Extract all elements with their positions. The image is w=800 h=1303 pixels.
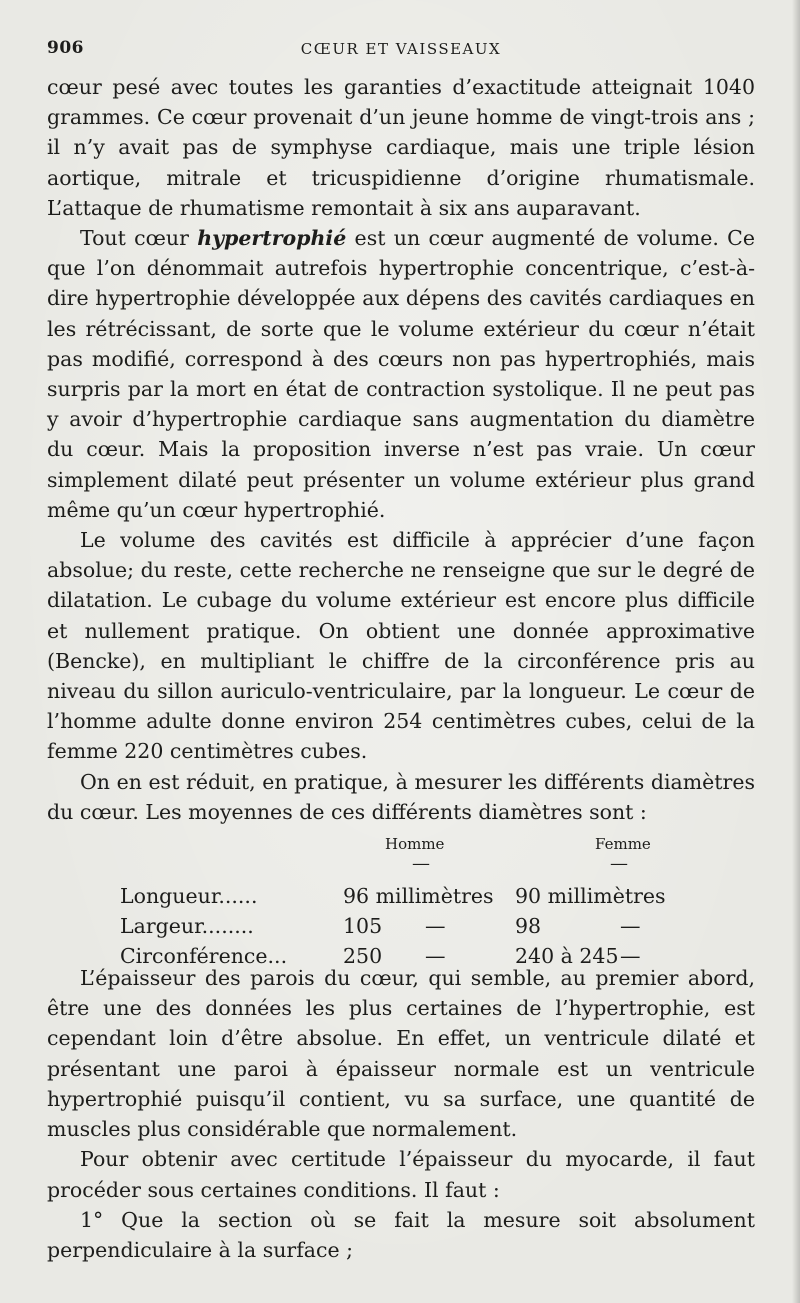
femme-ditto: — [620,944,641,969]
header-rule-homme: — [412,853,430,875]
diameters-table [47,827,755,969]
table-row [47,911,755,941]
femme-value: 90 millimètres [515,884,666,909]
page-number: 906 [47,38,84,58]
homme-value: 96 millimètres [343,884,494,909]
paragraph-7: 1° Que la section où se fait la mesure soit absolument perpendiculaire à la surface ; [47,1207,755,1262]
paragraph-1: cœur pesé avec toutes les garanties d’exactitude atteignait 1040 grammes. Ce cœur provenait d’un jeune homme de vingt-trois ans ; il n’y avait pas de symphyse cardiaque, mais une triple lésion aortique, mitrale et tricuspidienne d’origine rhumatismale. L’attaque de rhumatisme remontait à six ans auparavant. [47,75,755,220]
paragraph-3: Le volume des cavités est difficile à apprécier d’une façon absolue; du reste, cette recherche ne renseigne que sur le degré de dilatation. Le cubage du volume extérieur est encore plus difficile et nullement pratique. On obtient une donnée approximative (Bencke), en multipliant le chiffre de la circonférence pris au niveau du sillon auriculo-ventriculaire, par la longueur. Le cœur de l’homme adulte donne environ 254 centimètres cubes, celui de la femme 220 centimètres cubes. [47,528,755,764]
page-edge-shadow [792,0,800,1303]
emphasis-hypertrophie: hypertrophié [197,226,347,251]
paragraph-4: On en est réduit, en pratique, à mesurer les différents diamètres du cœur. Les moyennes de ces différents diamètres sont : [47,769,755,824]
femme-value: 98 [515,914,542,939]
body-text [47,72,755,1265]
femme-value: 240 à 245 [515,944,619,969]
femme-ditto: — [620,914,641,939]
paragraph-5: L’épaisseur des parois du cœur, qui semble, au premier abord, être une des données les plus certaines de l’hypertrophie, est cependant loin d’être absolue. En effet, un ventricule dilaté et présentant une paroi à épaisseur normale est un ventricule hypertrophié puisqu’il contient, vu sa surface, une quantité de muscles plus considérable que normalement. [47,966,755,1142]
table-row [47,881,755,911]
table-row [47,941,755,971]
row-label: Longueur...... [120,884,258,909]
homme-value: 250 [343,944,383,969]
column-header-femme: Femme [595,835,651,854]
paragraph-2-rest: est un cœur augmenté de volume. Ce que l’on dénommait autrefois hypertrophie concentrique, c’est-à-dire hypertrophie développée aux dépens des cavités cardiaques en les rétrécissant, de sorte que le volume extérieur du cœur n’était pas modifié, correspond à des cœurs non pas hypertrophiés, mais surpris par la mort en état de contraction systolique. Il ne peut pas y avoir d’hypertrophie cardiaque sans augmentation du diamètre du cœur. Mais la proposition inverse n’est pas vraie. Un cœur simplement dilaté peut présenter un volume extérieur plus grand même qu’un cœur hypertrophié. [47,226,755,522]
paragraph-2-start: Tout cœur [80,226,198,251]
row-label: Largeur........ [120,914,254,939]
paragraph-6: Pour obtenir avec certitude l’épaisseur du myocarde, il faut procéder sous certaines conditions. Il faut : [47,1147,755,1202]
paragraph-2 [47,223,755,525]
row-label: Circonférence... [120,944,288,969]
running-title: CŒUR ET VAISSEAUX [300,40,502,58]
header-rule-femme: — [610,853,628,875]
homme-ditto: — [425,944,446,969]
homme-ditto: — [425,914,446,939]
page-header [47,38,755,64]
homme-value: 105 [343,914,383,939]
column-header-homme: Homme [385,835,445,854]
